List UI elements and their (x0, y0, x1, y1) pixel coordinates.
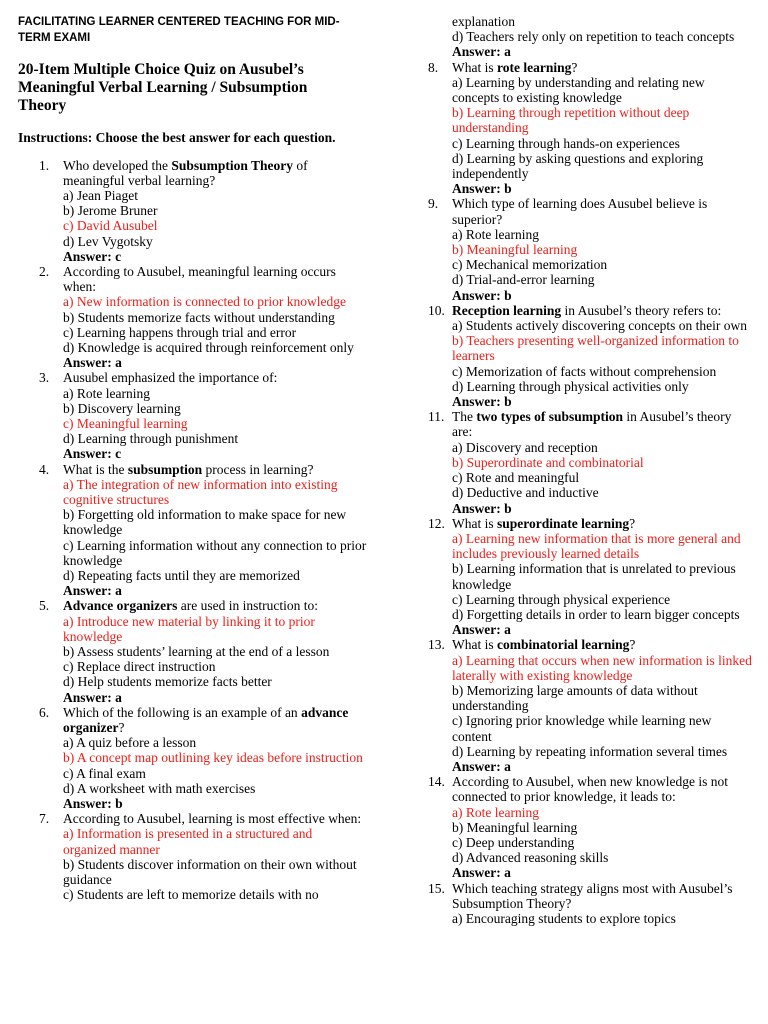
question-text (452, 409, 752, 439)
question-text (452, 774, 752, 804)
answer-option: b) Jerome Bruner (63, 203, 158, 219)
instructions: Instructions: Choose the best answer for each question. (18, 130, 336, 145)
correct-option: c) Meaningful learning (63, 415, 188, 431)
answer-key: Answer: a (63, 583, 122, 599)
question-text (63, 811, 368, 826)
answer-key: Answer: a (452, 622, 511, 638)
question-number: 13. (428, 637, 445, 653)
answer-option: a) Students actively discovering concepts on their own (452, 318, 748, 334)
answer-option: d) Advanced reasoning skills (452, 850, 609, 866)
answer-option: d) Learning through punishment (63, 431, 239, 447)
question-number: 11. (428, 409, 445, 425)
answer-key: Answer: a (452, 865, 511, 881)
correct-option: b) A concept map outlining key ideas before instruction (63, 750, 363, 766)
answer-option: a) Jean Piaget (63, 187, 138, 203)
answer-option: b) Meaningful learning (452, 819, 578, 835)
question-key-term: Reception learning (452, 302, 562, 318)
question-number: 7. (39, 811, 50, 827)
question-item (407, 60, 752, 197)
question-text (63, 158, 368, 188)
answer-option: d) Knowledge is acquired through reinforcement only (63, 339, 354, 355)
question-text-pre: What is (452, 515, 497, 531)
answer-key: Answer: b (452, 181, 512, 197)
answer-key: Answer: b (63, 796, 123, 812)
question-text (452, 196, 752, 226)
answer-key: Answer: b (452, 287, 512, 303)
question-number: 6. (39, 704, 50, 720)
answer-option: c) Learning information without any connection to prior knowledge (63, 537, 367, 568)
answer-option: a) A quiz before a lesson (63, 735, 197, 751)
question-text-pre: The (452, 409, 477, 425)
question-item (407, 637, 752, 774)
question-number: 5. (39, 598, 50, 614)
question-number: 10. (428, 302, 445, 318)
question-number: 12. (428, 515, 445, 531)
question-text-pre: According to Ausubel, learning is most effective when: (63, 811, 362, 827)
answer-option: d) A worksheet with math exercises (63, 780, 256, 796)
question-text-post: ? (571, 59, 578, 75)
question-item (407, 516, 752, 638)
correct-option: a) Rote learning (452, 804, 539, 820)
question-text-pre: Ausubel emphasized the importance of: (63, 370, 278, 386)
answer-option: c) Ignoring prior knowledge while learning new content (452, 713, 712, 744)
correct-option: a) The integration of new information into existing cognitive structures (63, 476, 338, 507)
question-text-pre: According to Ausubel, meaningful learning occurs when: (63, 263, 336, 295)
answer-option: b) Students discover information on their own without guidance (63, 856, 357, 888)
question-number: 2. (39, 263, 50, 279)
answer-option: c) Deep understanding (452, 834, 575, 850)
exam-header: FACILITATING LEARNER CENTERED TEACHING FOR MID-TERM EXAMI (18, 16, 340, 44)
question-item (18, 158, 368, 264)
answer-key: Answer: a (63, 689, 122, 705)
answer-option: a) Encouraging students to explore topics (452, 910, 676, 926)
question-text (63, 370, 368, 385)
answer-option: b) Learning information that is unrelated to previous knowledge (452, 561, 736, 592)
question-text-post: are used in instruction to: (177, 598, 318, 614)
question-text (452, 516, 752, 531)
question-item (18, 598, 368, 704)
question-item (18, 705, 368, 811)
q7-continuation (407, 14, 752, 60)
correct-option: b) Superordinate and combinatorial (452, 454, 644, 470)
question-number: 9. (428, 196, 439, 212)
answer-option: c) Learning happens through trial and error (63, 324, 297, 340)
question-item (407, 196, 752, 302)
question-number: 3. (39, 370, 50, 386)
question-text-pre: What is the (63, 461, 128, 477)
question-item (18, 811, 368, 902)
answer-option: c) Students are left to memorize details with no (63, 887, 319, 903)
answer-option: d) Trial-and-error learning (452, 272, 595, 288)
answer-option: b) Memorizing large amounts of data without understanding (452, 682, 698, 714)
correct-option: a) Learning that occurs when new information is linked laterally with existing knowledge (452, 652, 752, 683)
correct-option: a) New information is connected to prior knowledge (63, 294, 347, 310)
answer-option: b) Discovery learning (63, 400, 181, 416)
question-text (452, 303, 752, 318)
answer-option: b) Forgetting old information to make space for new knowledge (63, 507, 347, 538)
question-number: 15. (428, 880, 445, 896)
question-text-post: of meaningful verbal learning? (63, 157, 308, 188)
answer-option: d) Learning by repeating information several times (452, 743, 728, 759)
correct-option: b) Learning through repetition without deep understanding (452, 105, 690, 136)
question-number: 14. (428, 774, 445, 790)
answer-option: b) Students memorize facts without understanding (63, 309, 335, 325)
question-text (63, 705, 368, 735)
question-text-pre: Which teaching strategy aligns most with Ausubel’s Subsumption Theory? (452, 880, 733, 911)
question-text (63, 264, 368, 294)
question-text (452, 60, 752, 75)
answer-option: d) Repeating facts until they are memorized (63, 567, 300, 583)
question-text-post: in Ausubel’s theory refers to: (561, 302, 722, 318)
question-text (452, 637, 752, 652)
correct-option: a) Learning new information that is more general and includes previously learned details (452, 530, 741, 562)
answer-option: c) Mechanical memorization (452, 257, 608, 273)
question-item (407, 409, 752, 515)
question-key-term: two types of subsumption (476, 409, 624, 425)
correct-option: c) David Ausubel (63, 218, 158, 234)
q7-answer: Answer: a (452, 44, 511, 60)
quiz-title: 20-Item Multiple Choice Quiz on Ausubel’s Meaningful Verbal Learning / Subsumption Theory (18, 61, 308, 114)
answer-option: d) Forgetting details in order to learn bigger concepts (452, 606, 740, 622)
question-text-post: ? (629, 515, 636, 531)
question-key-term: advance organizer (63, 704, 349, 736)
answer-option: c) Learning through hands-on experiences (452, 135, 680, 151)
answer-option: d) Learning by asking questions and exploring independently (452, 150, 704, 182)
right-column (407, 0, 752, 926)
answer-option: d) Learning through physical activities only (452, 378, 689, 394)
answer-option: b) Assess students’ learning at the end of a lesson (63, 644, 330, 659)
question-text-pre: According to Ausubel, when new knowledge is not connected to prior knowledge, it leads to: (452, 774, 728, 805)
question-item (407, 303, 752, 409)
question-number: 1. (39, 157, 50, 173)
answer-key: Answer: a (452, 758, 511, 774)
q7-option-d: d) Teachers rely only on repetition to teach concepts (452, 29, 735, 45)
question-text-post: ? (118, 720, 125, 736)
question-text-pre: What is (452, 59, 497, 75)
question-key-term: superordinate learning (497, 515, 630, 531)
answer-option: a) Rote learning (63, 385, 150, 401)
correct-option: b) Meaningful learning (452, 242, 578, 258)
question-item (407, 881, 752, 927)
answer-key: Answer: a (63, 355, 122, 371)
correct-option: a) Introduce new material by linking it to prior knowledge (63, 613, 315, 644)
answer-option: d) Help students memorize facts better (63, 674, 272, 690)
answer-key: Answer: c (63, 248, 122, 264)
question-key-term: Advance organizers (63, 598, 178, 614)
question-text-post: process in learning? (202, 461, 314, 477)
question-key-term: combinatorial learning (497, 637, 630, 653)
question-text (63, 598, 368, 613)
question-list-left (18, 158, 368, 903)
answer-option: a) Learning by understanding and relating new concepts to existing knowledge (452, 74, 705, 106)
answer-option: d) Deductive and inductive (452, 485, 599, 501)
question-item (18, 264, 368, 370)
answer-option: c) Rote and meaningful (452, 470, 580, 486)
left-column (18, 0, 368, 902)
answer-option: a) Rote learning (452, 226, 539, 242)
question-text-post: ? (629, 637, 636, 653)
question-text-pre: Which of the following is an example of an (63, 704, 302, 720)
question-text-pre: Which type of learning does Ausubel believe is superior? (452, 196, 708, 227)
question-list-right (407, 60, 752, 927)
question-item (407, 774, 752, 880)
answer-key: Answer: c (63, 446, 122, 462)
question-text (63, 462, 368, 477)
question-key-term: rote learning (497, 59, 572, 75)
question-key-term: Subsumption Theory (171, 157, 294, 173)
question-text (452, 881, 752, 911)
question-text-pre: What is (452, 637, 497, 653)
question-key-term: subsumption (127, 461, 203, 477)
question-item (18, 370, 368, 461)
correct-option: a) Information is presented in a structured and organized manner (63, 826, 313, 857)
question-item (18, 462, 368, 599)
answer-option: c) Learning through physical experience (452, 591, 671, 607)
question-number: 4. (39, 461, 50, 477)
answer-option: c) Memorization of facts without comprehension (452, 363, 717, 379)
answer-option: a) Discovery and reception (452, 439, 598, 455)
answer-key: Answer: b (452, 394, 512, 410)
answer-option: c) A final exam (63, 765, 146, 781)
answer-option: d) Lev Vygotsky (63, 233, 153, 249)
correct-option: b) Teachers presenting well-organized information to learners (452, 333, 739, 364)
q7-continuation-text: explanation (452, 14, 515, 29)
question-text-post: in Ausubel’s theory are: (452, 409, 732, 440)
answer-key: Answer: b (452, 500, 512, 516)
question-number: 8. (428, 59, 439, 75)
answer-option: c) Replace direct instruction (63, 659, 216, 675)
question-text-pre: Who developed the (63, 157, 172, 173)
